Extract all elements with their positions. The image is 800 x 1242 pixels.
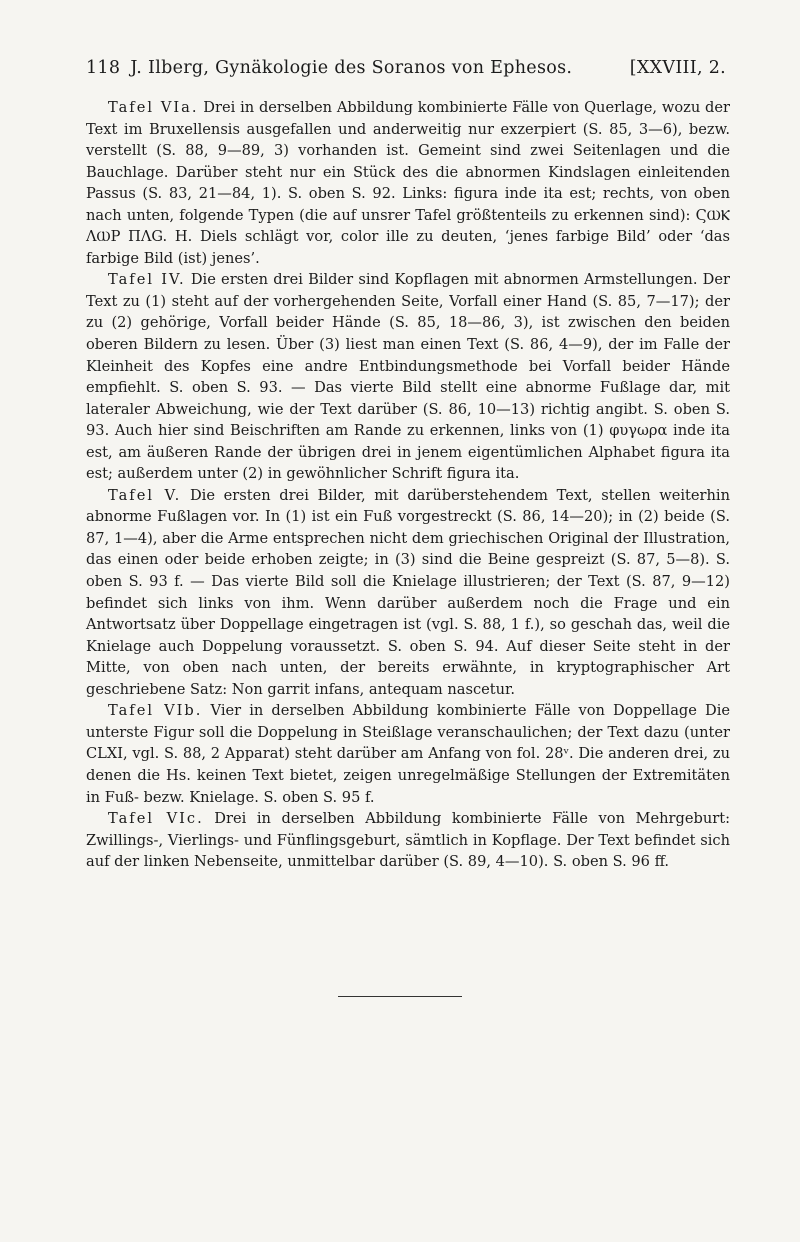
paragraph-text: Drei in derselben Abbildung kombinierte Fälle von Mehrgeburt: Zwillings-, Vierlings- und Fünflingsgeburt, sämtlich in Kopflage. Der Text befindet sich auf der linken Nebenseite, unmittelbar darüber (S. 89, 4—10). S. oben S. 96 ff. <box>86 810 730 871</box>
paragraph-tafel-vic <box>86 808 730 873</box>
paragraph-text: Die ersten drei Bilder, mit darüberstehendem Text, stellen weiterhin abnorme Fußlagen vor. In (1) ist ein Fuß vorgestreckt (S. 86, 14—20); in (2) beide (S. 87, 1—4), aber die Arme entsprechen nicht dem griechischen Original der Illustration, das einen oder beide erhoben zeigte; in (3) sind die Beine gespreizt (S. 87, 5—8). S. oben S. 93 f. — Das vierte Bild soll die Knielage illustrieren; der Text (S. 87, 9—12) befindet sich links von ihm. Wenn darüber außerdem noch die Frage und ein Antwortsatz über Doppellage eingetragen ist (vgl. S. 88, 1 f.), so geschah das, weil die Knielage auch Doppelung voraussetzt. S. oben S. 94. Auf dieser Seite steht in der Mitte, von oben nach unten, der bereits erwähnte, in kryptographischer Art geschriebene Satz: Non garrit infans, antequam nascetur. <box>86 486 730 698</box>
running-title: J. Ilberg, Gynäkologie des Soranos von Ephesos. <box>130 58 573 78</box>
main-text <box>86 97 730 873</box>
paragraph-text: Vier in derselben Abbildung kombinierte Fälle von Doppellage Die unterste Figur soll die Doppelung in Steißlage veranschaulichen; der Text dazu (unter CLXI, vgl. S. 88, 2 Apparat) steht darüber am Anfang von fol. 28ᵛ. Die anderen drei, zu denen die Hs. keinen Text bietet, zeigen unregelmäßige Stellungen der Extremitäten in Fuß- bezw. Knielage. S. oben S. 95 f. <box>86 702 731 806</box>
plate-label: Tafel VIb. <box>108 702 203 720</box>
paragraph-text: Drei in derselben Abbildung kombinierte Fälle von Querlage, wozu der Text im Bruxellensis ausgefallen und anderweitig nur exzerpiert (S. 85, 3—6), bezw. verstellt (S. 88, 9—89, 3) vorhanden ist. Gemeint sind zwei Seitenlagen und die Bauchlage. Darüber steht nur ein Stück des die abnormen Kindslagen einleitenden Passus (S. 83, 21—84, 1). S. oben S. 92. Links: figura inde ita est; rechts, von oben nach unten, folgende Typen (die auf unsrer Tafel größtenteils zu erkennen sind): ϚⲰⲔ ΛⲰP ΠΛG. H. Diels schlägt vor, color ille zu deuten, ‘jenes farbige Bild’ oder ‘das farbige Bild (ist) jenes’. <box>86 99 730 267</box>
paragraph-tafel-v <box>86 485 730 700</box>
plate-label: Tafel VIa. <box>108 99 199 116</box>
page-number: 118 <box>86 58 121 78</box>
paragraph-text: Die ersten drei Bilder sind Kopflagen mit abnormen Armstellungen. Der Text zu (1) steht auf der vorhergehenden Seite, Vorfall einer Hand (S. 85, 7—17); der zu (2) gehörige, Vorfall beider Hände (S. 85, 18—86, 3), ist zwischen den beiden oberen Bildern zu lesen. Über (3) liest man einen Text (S. 86, 4—9), der im Falle der Kleinheit des Kopfes eine andre Entbindungsmethode bei Vorfall beider Hände empfiehlt. S. oben S. 93. — Das vierte Bild stellt eine abnorme Fußlage dar, mit lateraler Abweichung, wie der Text darüber (S. 86, 10—13) richtig angibt. S. oben S. 93. Auch hier sind Beischriften am Rande zu erkennen, links von (1) φυγωρα inde ita est, am äußeren Rande der übrigen drei in jenem eigentümlichen Alphabet figura ita est; außerdem unter (2) in gewöhnlicher Schrift figura ita. <box>86 271 730 483</box>
running-header <box>86 58 726 78</box>
plate-label: Tafel V. <box>108 486 182 504</box>
plate-label: Tafel IV. <box>108 271 186 289</box>
paragraph-tafel-via <box>86 97 730 269</box>
plate-label: Tafel VIc. <box>108 810 204 828</box>
paragraph-tafel-vib <box>86 700 730 808</box>
section-divider <box>338 996 462 997</box>
paragraph-tafel-iv <box>86 269 730 484</box>
volume-reference: [XXVIII, 2. <box>629 58 726 78</box>
